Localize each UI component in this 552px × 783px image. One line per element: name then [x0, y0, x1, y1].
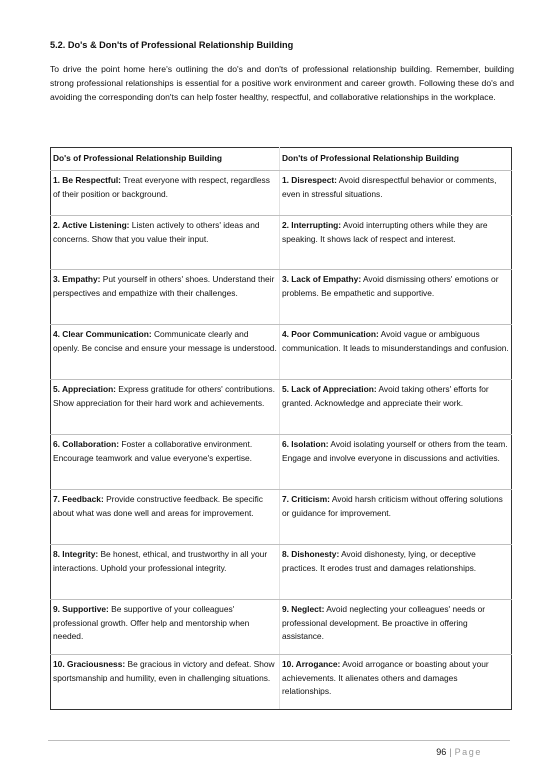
dont-cell — [280, 216, 512, 270]
section-heading: 5.2. Do's & Don'ts of Professional Relationship Building — [50, 40, 294, 50]
dont-term: 2. Interrupting: — [282, 220, 342, 231]
do-term: 5. Appreciation: — [53, 384, 116, 395]
table-row — [51, 216, 512, 270]
do-cell — [51, 380, 280, 435]
dont-text: Avoid dishonesty, lying, or deceptive practices. It erodes trust and damages relationships. — [282, 549, 477, 573]
dont-term: 9. Neglect: — [282, 604, 325, 615]
dont-term: 8. Dishonesty: — [282, 549, 340, 560]
do-text: Express gratitude for others' contributions. Show appreciation for their hard work and achievements. — [53, 384, 275, 408]
dont-text: Avoid arrogance or boasting about your achievements. It alienates others and damages relationships. — [282, 659, 489, 697]
do-text: Be gracious in victory and defeat. Show sportsmanship and humility, even in challenging situations. — [53, 659, 275, 683]
do-text: Put yourself in others' shoes. Understand their perspectives and empathize with their challenges. — [53, 274, 275, 298]
intro-paragraph: To drive the point home here's outlining the do's and don'ts of professional relationship building. Remember, building strong professional relationships is essential for a positive work environment and career growth. Following these do's and avoiding the corresponding don'ts can help foster healthy, respectful, and collaborative relationships in the workplace. — [50, 64, 514, 102]
dont-term: 7. Criticism: — [282, 494, 330, 505]
do-text: Communicate clearly and openly. Be concise and ensure your message is understood. — [53, 329, 277, 353]
dont-cell — [280, 325, 512, 380]
do-cell — [51, 216, 280, 270]
dont-term: 6. Isolation: — [282, 439, 329, 450]
footer-separator: | — [449, 747, 452, 757]
do-cell — [51, 171, 280, 216]
table-row — [51, 325, 512, 380]
dont-term: 3. Lack of Empathy: — [282, 274, 362, 285]
dont-cell — [280, 435, 512, 490]
table-row — [51, 435, 512, 490]
do-term: 3. Empathy: — [53, 274, 101, 285]
dont-text: Avoid isolating yourself or others from the team. Engage and involve everyone in discussions and activities. — [282, 439, 508, 463]
do-term: 8. Integrity: — [53, 549, 99, 560]
do-cell — [51, 490, 280, 545]
do-term: 10. Graciousness: — [53, 659, 126, 670]
table-row — [51, 380, 512, 435]
dont-text: Avoid interrupting others while they are speaking. It shows lack of respect and interest. — [282, 220, 488, 244]
table-row — [51, 545, 512, 600]
dont-cell — [280, 600, 512, 655]
do-cell — [51, 325, 280, 380]
dont-text: Avoid dismissing others' emotions or problems. Be empathetic and supportive. — [282, 274, 499, 298]
do-term: 9. Supportive: — [53, 604, 109, 615]
do-text: Foster a collaborative environment. Encourage teamwork and value everyone's expertise. — [53, 439, 253, 463]
do-cell — [51, 435, 280, 490]
do-text: Be supportive of your colleagues' professional growth. Offer help and mentorship when needed. — [53, 604, 250, 642]
table-row — [51, 490, 512, 545]
dont-term: 4. Poor Communication: — [282, 329, 379, 340]
dont-cell — [280, 380, 512, 435]
do-term: 1. Be Respectful: — [53, 175, 121, 186]
dont-term: 5. Lack of Appreciation: — [282, 384, 377, 395]
do-term: 4. Clear Communication: — [53, 329, 152, 340]
dont-term: 10. Arrogance: — [282, 659, 341, 670]
dont-text: Avoid neglecting your colleagues' needs or professional development. Be proactive in offering assistance. — [282, 604, 486, 642]
dont-cell — [280, 270, 512, 325]
dont-term: 1. Disrespect: — [282, 175, 337, 186]
do-text: Be honest, ethical, and trustworthy in all your interactions. Uphold your professional integrity. — [53, 549, 268, 573]
page-label: Page — [454, 747, 482, 757]
page-number: 96 — [436, 747, 447, 757]
dont-text: Avoid harsh criticism without offering solutions or guidance for improvement. — [282, 494, 503, 518]
do-text: Provide constructive feedback. Be specific about what was done well and areas for improvement. — [53, 494, 263, 518]
donts-column-header: Don'ts of Professional Relationship Building — [280, 148, 512, 171]
table-row — [51, 600, 512, 655]
dont-text: Avoid disrespectful behavior or comments, even in stressful situations. — [282, 175, 497, 199]
table-row — [51, 655, 512, 710]
dont-cell — [280, 171, 512, 216]
do-term: 6. Collaboration: — [53, 439, 120, 450]
do-term: 7. Feedback: — [53, 494, 104, 505]
dont-text: Avoid vague or ambiguous communication. It leads to misunderstandings and confusion. — [282, 329, 509, 353]
do-cell — [51, 600, 280, 655]
do-text: Listen actively to others' ideas and concerns. Show that you value their input. — [53, 220, 260, 244]
dont-text: Avoid taking others' efforts for granted. Acknowledge and appreciate their work. — [282, 384, 489, 408]
do-term: 2. Active Listening: — [53, 220, 130, 231]
dont-cell — [280, 655, 512, 710]
table-header-row — [51, 148, 512, 171]
footer-divider — [48, 740, 510, 741]
dont-cell — [280, 490, 512, 545]
do-cell — [51, 270, 280, 325]
table-row — [51, 171, 512, 216]
dos-column-header: Do's of Professional Relationship Building — [51, 148, 280, 171]
dont-cell — [280, 545, 512, 600]
table-row — [51, 270, 512, 325]
do-cell — [51, 545, 280, 600]
do-cell — [51, 655, 280, 710]
do-text: Treat everyone with respect, regardless of their position or background. — [53, 175, 270, 199]
page-footer — [436, 747, 482, 757]
dos-donts-table — [50, 147, 512, 710]
